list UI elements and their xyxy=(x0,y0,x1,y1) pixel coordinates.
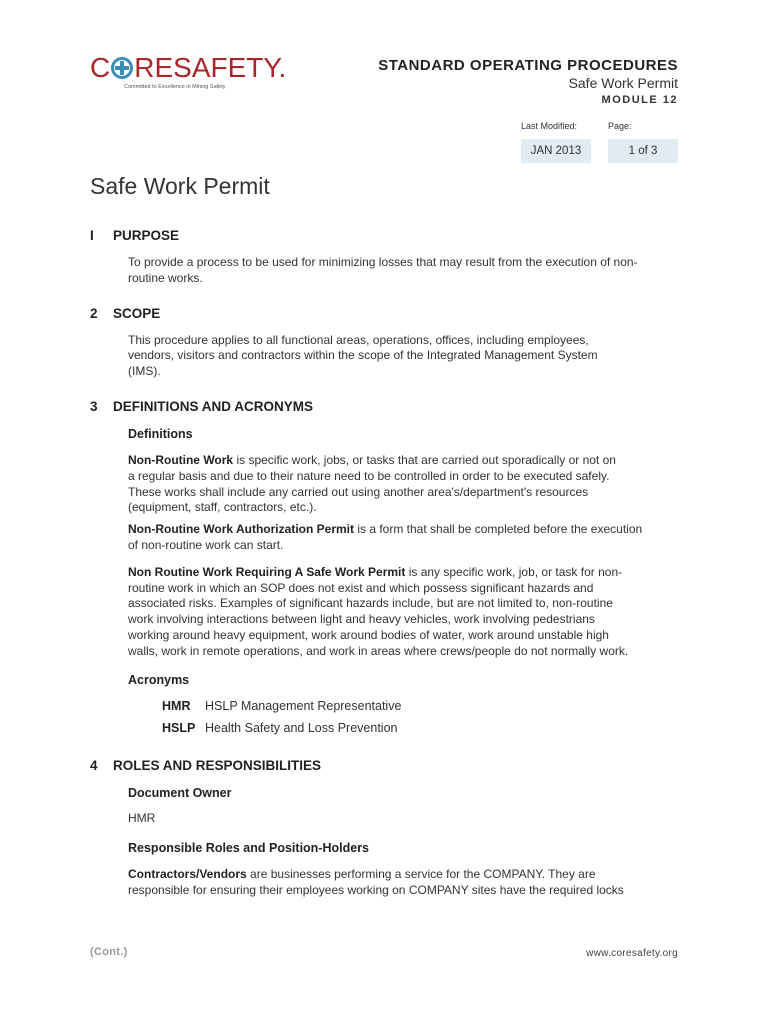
website-link[interactable]: www.coresafety.org xyxy=(586,948,678,959)
section-title: ROLES AND RESPONSIBILITIES xyxy=(113,757,322,773)
role-contractors-vendors xyxy=(128,867,638,899)
section-title: DEFINITIONS AND ACRONYMS xyxy=(113,398,314,414)
acronyms-subheading: Acronyms xyxy=(128,672,190,687)
document-owner-subheading: Document Owner xyxy=(128,785,232,800)
section-number: 4 xyxy=(90,757,98,773)
definition-text: is any specific work, job, or task for non-routine work in which an SOP does not exist and which possess significant hazards and associated risks. Examples of significant hazards include, but are not limited to, non-routine work involving interactions between light and heavy vehicles, work involving pedestrians working around heavy equipment, work around bodies of water, work around unstable high walls, work in remote operations, and work in areas where crews/people do not normally work. xyxy=(128,564,629,658)
coresafety-logo xyxy=(90,54,286,90)
section-number: 2 xyxy=(90,305,98,321)
continued-label: (Cont.) xyxy=(90,946,128,958)
section-number: I xyxy=(90,228,94,243)
last-modified-value: JAN 2013 xyxy=(521,139,591,163)
document-title: Safe Work Permit xyxy=(90,173,270,199)
sop-title: STANDARD OPERATING PROCEDURES xyxy=(378,57,678,74)
acronym-value: HSLP Management Representative xyxy=(205,698,402,713)
section-heading-purpose xyxy=(90,228,650,243)
scope-text: This procedure applies to all functional areas, operations, offices, including employees, vendors, visitors and contractors within the scope of the Integrated Management System (IMS). xyxy=(128,332,598,379)
document-body xyxy=(90,228,650,899)
section-heading-roles xyxy=(90,758,650,773)
logo-tagline: Committed to Excellence in Mining Safety xyxy=(124,84,226,90)
responsible-roles-subheading: Responsible Roles and Position-Holders xyxy=(128,841,370,856)
section-number: 3 xyxy=(90,398,98,414)
role-term: Contractors/Vendors xyxy=(128,867,247,882)
document-owner-value: HMR xyxy=(128,810,156,825)
section-heading-definitions xyxy=(90,399,650,414)
definitions-subheading: Definitions xyxy=(128,426,193,441)
definition-text: is a form that shall be completed before the execution of non-routine work can start. xyxy=(128,522,643,552)
page-value: 1 of 3 xyxy=(608,139,678,163)
page-label: Page: xyxy=(608,121,632,131)
definition-term: Non-Routine Work xyxy=(128,452,234,467)
role-text: are businesses performing a service for the COMPANY. They are responsible for ensuring their employees working on COMPANY sites have the required locks xyxy=(128,867,624,898)
definition-authorization-permit xyxy=(128,522,650,554)
last-modified-label: Last Modified: xyxy=(521,121,578,131)
definition-safe-work-permit xyxy=(128,565,633,660)
logo-letter-c: C xyxy=(90,52,111,83)
definition-text: is specific work, jobs, or tasks that are carried out sporadically or not on a regular basis and due to their nature need to be controlled in order to be executed safely. These works shall include any carried out using another area's/department's resources (equipment, staff, contractors, etc.). xyxy=(128,452,616,515)
logo-wordmark xyxy=(90,54,286,82)
acronym-key: HMR xyxy=(162,698,191,713)
definition-non-routine-work xyxy=(128,453,618,516)
purpose-text: To provide a process to be used for minimizing losses that may result from the execution of non-routine works. xyxy=(128,255,638,285)
sop-subtitle: Safe Work Permit xyxy=(568,75,678,91)
logo-cross-icon xyxy=(111,57,133,79)
definition-term: Non-Routine Work Authorization Permit xyxy=(128,522,354,537)
acronym-row xyxy=(162,721,650,735)
section-title: SCOPE xyxy=(113,305,161,321)
acronym-value: Health Safety and Loss Prevention xyxy=(205,720,398,735)
definition-term: Non Routine Work Requiring A Safe Work Permit xyxy=(128,564,406,579)
module-label: MODULE 12 xyxy=(601,94,678,106)
logo-letters-safety: SAFETY. xyxy=(173,52,287,83)
section-title: PURPOSE xyxy=(113,228,180,243)
acronym-key: HSLP xyxy=(162,720,196,735)
logo-letters-re: RE xyxy=(134,52,174,83)
section-heading-scope xyxy=(90,306,650,321)
acronym-row xyxy=(162,699,650,713)
